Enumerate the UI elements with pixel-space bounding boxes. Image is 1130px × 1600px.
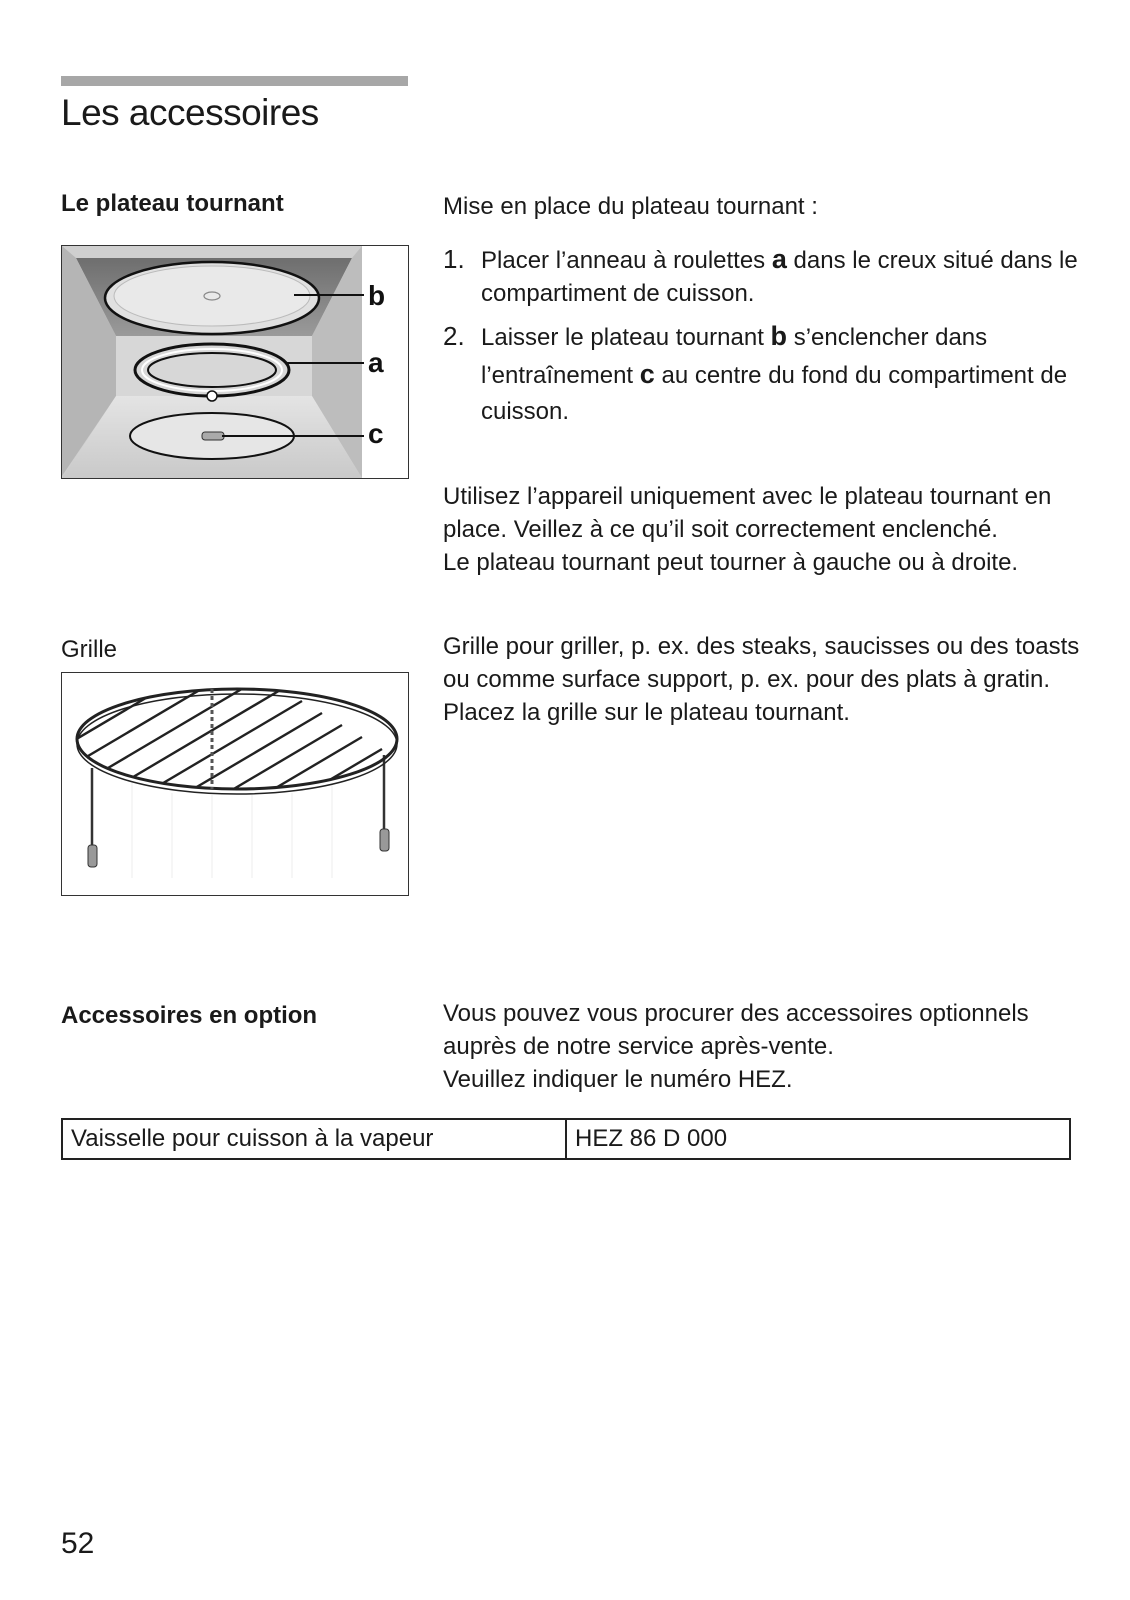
optional-heading: Accessoires en option: [61, 1002, 318, 1029]
step-1-text-before: Placer l’anneau à roulettes: [481, 247, 772, 274]
step-1: [443, 243, 1083, 310]
step-2-number: 2.: [443, 321, 465, 351]
turntable-instructions: [443, 190, 1083, 430]
step-2: [443, 318, 1083, 430]
turntable-note: [443, 480, 1083, 579]
step-1-ref: a: [771, 244, 787, 274]
turntable-intro: Mise en place du plateau tournant :: [443, 193, 818, 220]
step-2-ref: b: [770, 321, 788, 351]
title-rule: [61, 76, 408, 86]
grill-description: [443, 630, 1083, 729]
label-c: c: [368, 418, 384, 449]
grill-line-2: Placez la grille sur le plateau tournant.: [443, 699, 850, 726]
grill-line-1: Grille pour griller, p. ex. des steaks, saucisses ou des toasts ou comme surface support, p. ex. pour des plats à gratin.: [443, 633, 1080, 693]
table-cell-code: HEZ 86 D 000: [575, 1125, 728, 1152]
optional-line-2: Veuillez indiquer le numéro HEZ.: [443, 1066, 793, 1093]
step-1-number: 1.: [443, 244, 465, 274]
step-2-ref2: c: [639, 359, 655, 389]
step-2-text-after: au centre du fond du compartiment de cuisson.: [481, 362, 1068, 425]
page-title: Les accessoires: [61, 92, 319, 133]
label-b: b: [368, 280, 386, 311]
table-cell-item: Vaisselle pour cuisson à la vapeur: [63, 1120, 567, 1158]
optional-line-1: Vous pouvez vous procurer des accessoires optionnels auprès de notre service après-vente.: [443, 1000, 1029, 1060]
accessories-table: [61, 1118, 1071, 1160]
turntable-note-line-1: Utilisez l’appareil uniquement avec le plateau tournant en place. Veillez à ce qu’il soit correctement enclenché.: [443, 483, 1052, 543]
grill-figure: [61, 672, 409, 896]
turntable-illustration: [62, 246, 408, 478]
grill-heading: Grille: [61, 636, 118, 663]
turntable-heading: Le plateau tournant: [61, 190, 284, 217]
step-1-text-after: dans le creux situé dans le compartiment de cuisson.: [481, 247, 1078, 307]
grill-illustration: [62, 673, 408, 895]
label-a: a: [368, 347, 384, 378]
step-2-text-before: Laisser le plateau tournant: [481, 324, 771, 351]
step-2-text-middle: s’enclencher dans l’entraînement: [481, 324, 988, 389]
optional-description: [443, 997, 1083, 1096]
turntable-note-line-2: Le plateau tournant peut tourner à gauche ou à droite.: [443, 549, 1019, 576]
turntable-figure: [61, 245, 409, 479]
page-number: 52: [61, 1527, 95, 1560]
